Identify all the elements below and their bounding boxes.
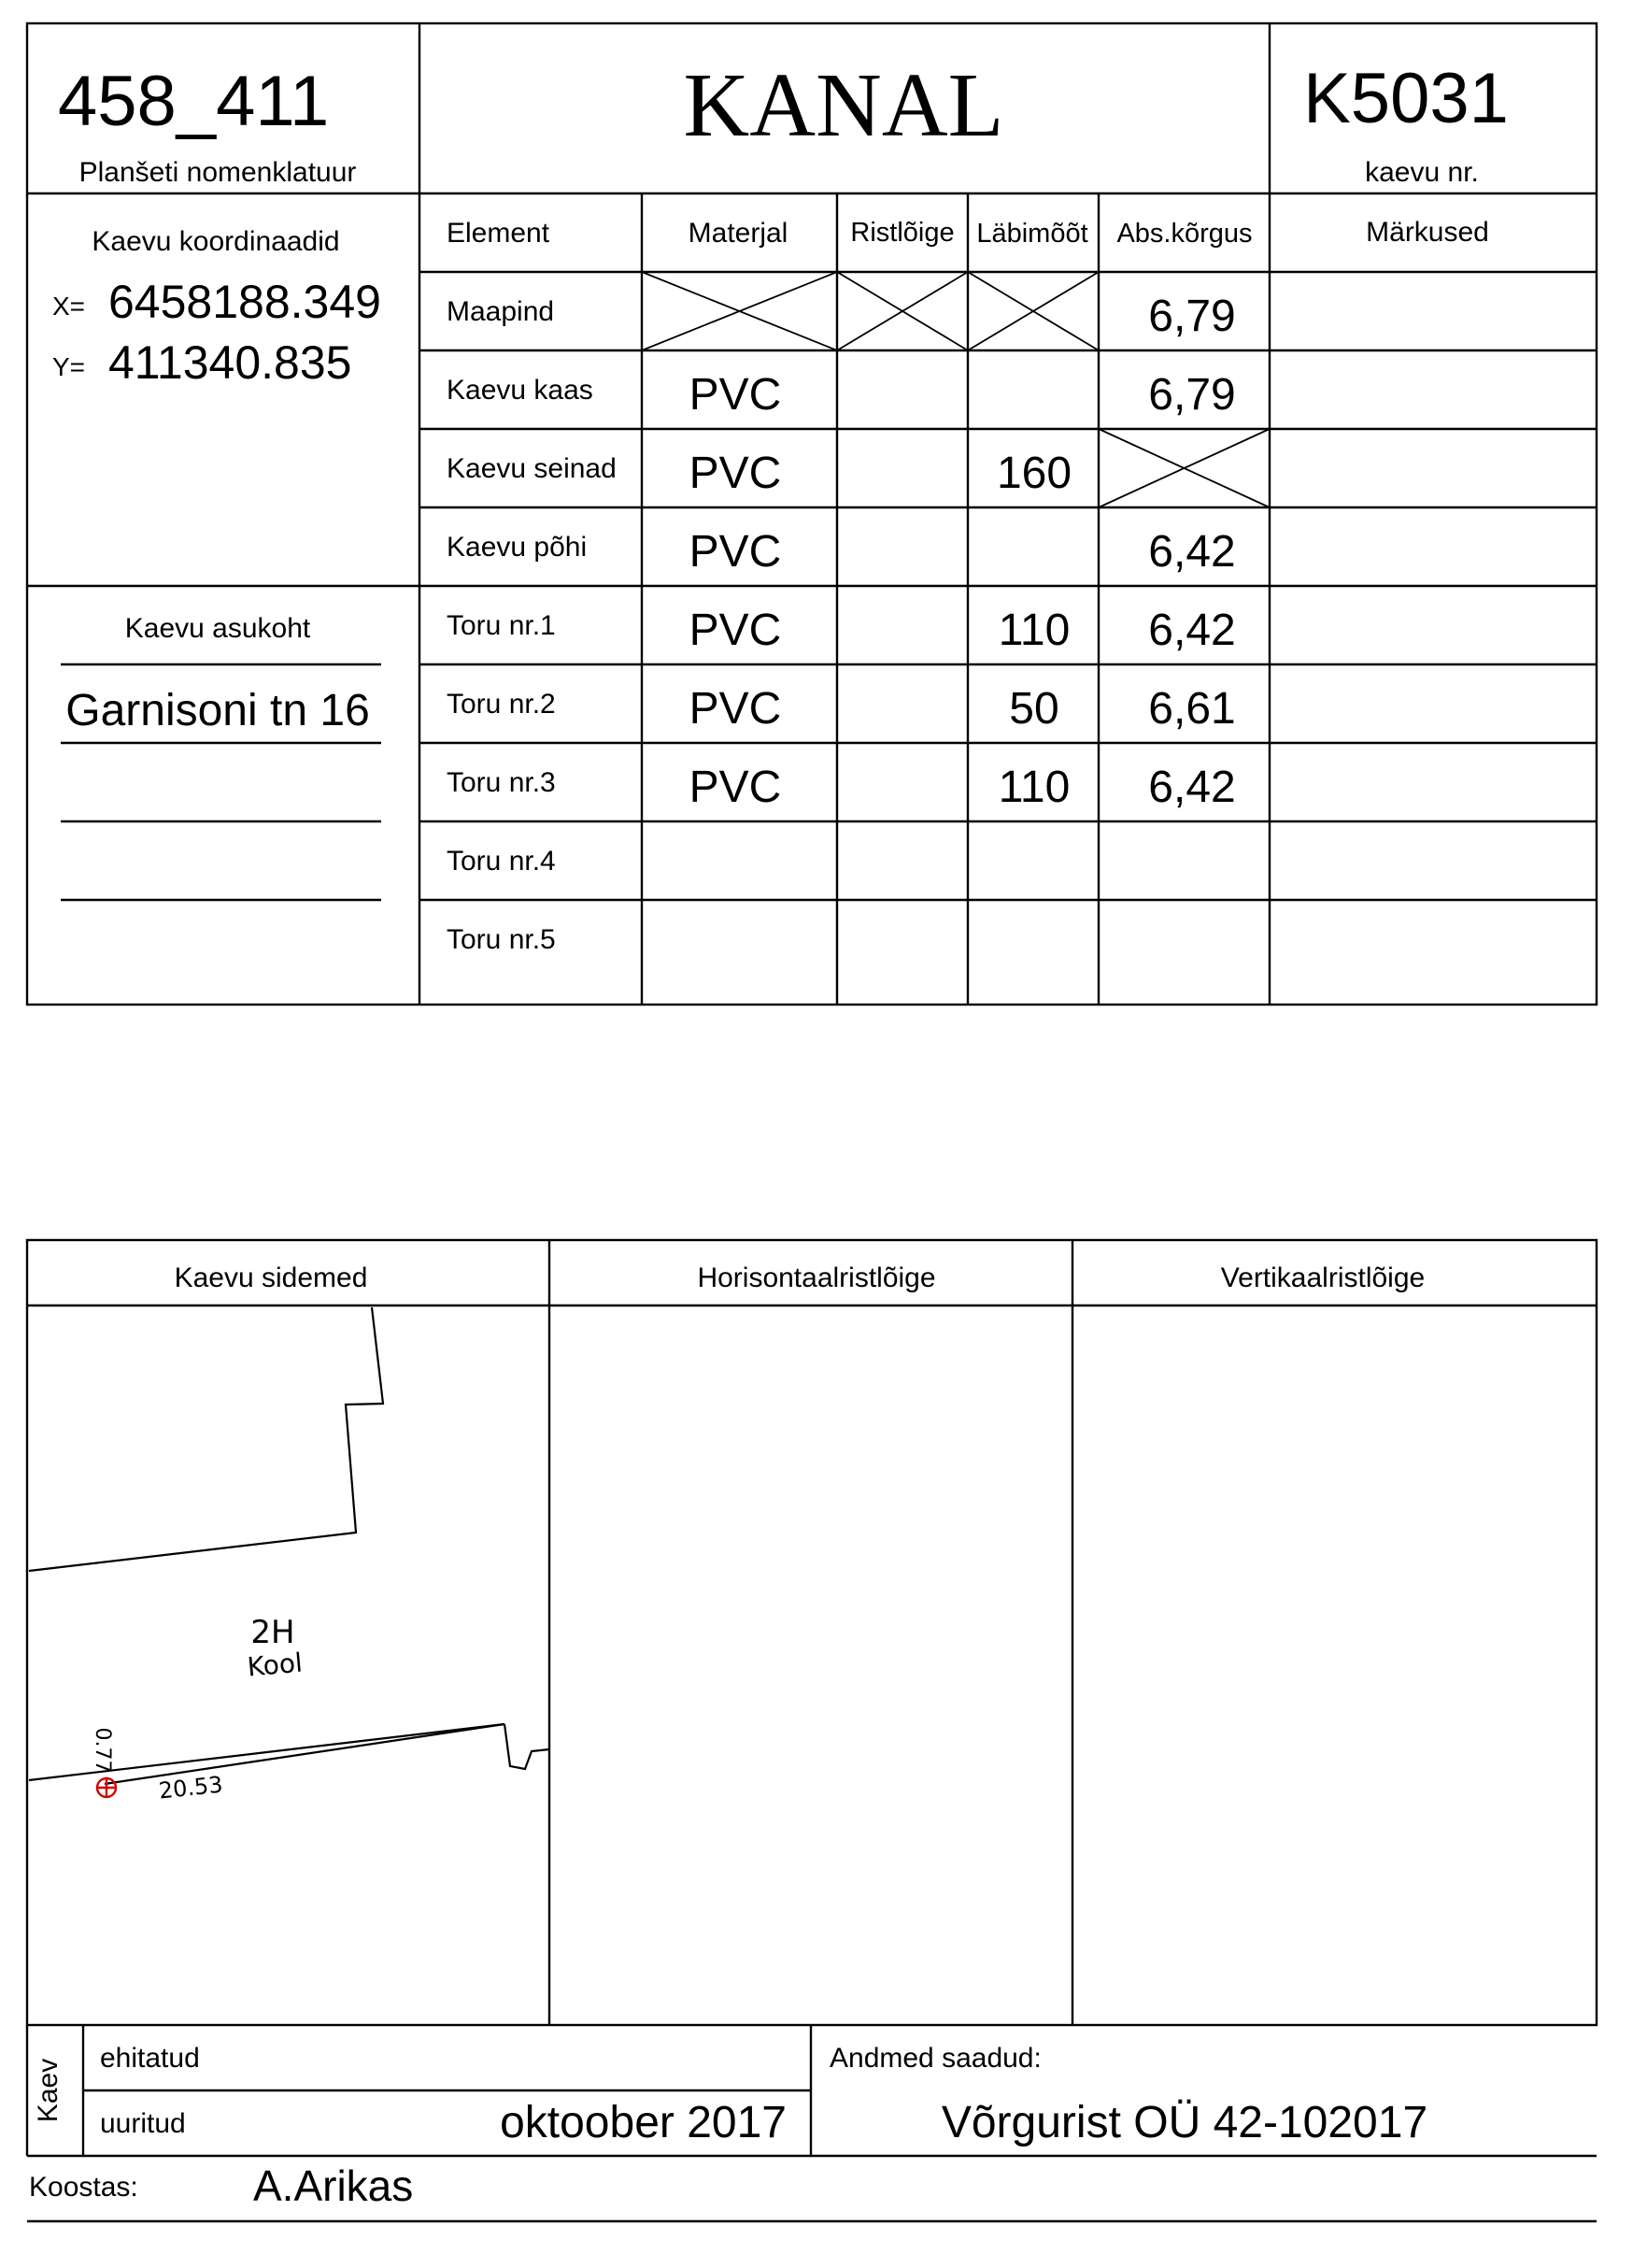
row-material: PVC (689, 449, 782, 498)
row-material: PVC (689, 527, 782, 577)
row-abs-height: 6,61 (1148, 684, 1236, 734)
coordinates-label: Kaevu koordinaadid (92, 226, 340, 257)
table-row (447, 606, 1236, 655)
well-side-label: Kaev (33, 2058, 64, 2123)
y-coordinate: 411340.835 (108, 336, 352, 389)
table-row (447, 846, 556, 877)
header-cross-section: Ristlõige (850, 218, 955, 248)
table-row (447, 924, 556, 955)
table-row (447, 527, 1236, 577)
row-diameter: 110 (998, 606, 1071, 655)
row-diameter: 110 (998, 763, 1071, 812)
site-plan-drawing (29, 1307, 549, 1784)
row-material: PVC (689, 370, 782, 420)
location-address: Garnisoni tn 16 (65, 686, 370, 735)
table-row (447, 449, 1072, 498)
row-abs-height: 6,42 (1148, 606, 1236, 655)
row-element: Toru nr.3 (447, 767, 556, 798)
surveyed-date: oktoober 2017 (500, 2098, 787, 2147)
tie-line (105, 1724, 504, 1784)
header-material: Materjal (688, 218, 788, 249)
row-material: PVC (689, 763, 782, 812)
row-element: Kaevu kaas (447, 375, 593, 406)
row-material: PVC (689, 684, 782, 734)
dimension-long: 20.53 (157, 1771, 224, 1804)
row-abs-height: 6,42 (1148, 763, 1236, 812)
row-element: Toru nr.2 (447, 689, 556, 720)
sketch-ties-title: Kaevu sidemed (174, 1262, 368, 1293)
x-coordinate: 6458188.349 (108, 276, 381, 328)
author-label: Koostas: (29, 2172, 138, 2203)
building-outline (29, 1307, 383, 1571)
location-label: Kaevu asukoht (124, 613, 311, 644)
row-element: Maapind (447, 296, 555, 327)
table-row (447, 763, 1236, 812)
row-material: PVC (689, 606, 782, 655)
y-prefix: Y= (52, 352, 86, 381)
data-source-label: Andmed saadud: (830, 2043, 1042, 2074)
sketch-vertical-title: Vertikaalristlõige (1220, 1262, 1426, 1293)
dimension-short: 0.77 (91, 1727, 114, 1774)
header-abs-height: Abs.kõrgus (1116, 219, 1253, 249)
well-marker-icon (97, 1778, 116, 1797)
data-source-value: Võrgurist OÜ 42-102017 (941, 2098, 1428, 2147)
header-notes: Märkused (1366, 217, 1489, 248)
header-diameter: Läbimõõt (976, 219, 1088, 249)
building-code: 2H (250, 1614, 295, 1651)
corner-detail (504, 1724, 549, 1769)
sketch-horizontal-title: Horisontaalristlõige (697, 1262, 936, 1293)
row-abs-height: 6,79 (1148, 292, 1236, 341)
row-element: Kaevu seinad (447, 453, 617, 484)
row-element: Kaevu põhi (447, 532, 588, 563)
row-element: Toru nr.5 (447, 924, 556, 955)
row-abs-height: 6,42 (1148, 527, 1236, 577)
table-row (447, 370, 1236, 420)
page-title: KANAL (683, 55, 1004, 156)
table-row (447, 684, 1236, 734)
x-prefix: X= (52, 292, 86, 321)
built-label: ehitatud (100, 2043, 200, 2074)
row-element: Toru nr.1 (447, 610, 556, 641)
author-name: A.Arikas (253, 2161, 414, 2210)
row-diameter: 50 (1009, 684, 1059, 734)
table-row (447, 292, 1236, 341)
plansheet-label: Planšeti nomenklatuur (78, 157, 357, 188)
row-element: Toru nr.4 (447, 846, 556, 877)
well-number-label: kaevu nr. (1365, 157, 1479, 188)
building-name: Kool (246, 1647, 305, 1683)
surveyed-label: uuritud (100, 2108, 186, 2139)
row-abs-height: 6,79 (1148, 370, 1236, 420)
header-element: Element (447, 218, 550, 249)
well-number: K5031 (1303, 59, 1509, 138)
plansheet-number: 458_411 (58, 62, 330, 141)
sketch-labels (91, 1614, 304, 1804)
row-diameter: 160 (996, 449, 1072, 498)
